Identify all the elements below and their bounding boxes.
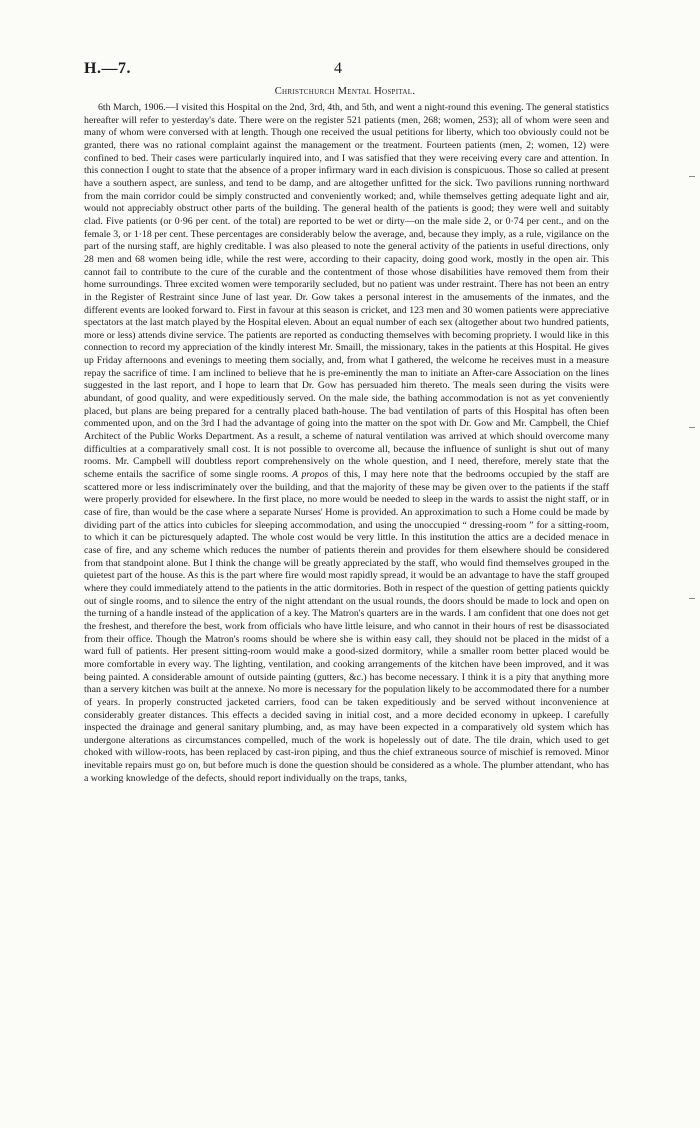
report-body — [84, 102, 609, 785]
report-text: 6th March, 1906.—I visited this Hospital on the 2nd, 3rd, 4th, and 5th, and went a night-round this evening. The general statistics hereafter will refer to yesterday's date. There were on the register 521 patients (men, 268; women, 253); all of whom were seen and many of whom were conversed with at length. Though one received the usual petitions for liberty, which too obviously could not be granted, there was no rational complaint against the management or the treatment. Fourteen patients (men, 2; women, 12) were confined to bed. Their cases were particularly inquired into, and I was satisfied that they were receiving every care and attention. In this connection I ought to state that the absence of a proper infirmary ward in each division is conspicuous. Those so called at present have a southern aspect, are sunless, and tend to be damp, and are altogether unfitted for the sick. Two pavilions running northward from the main corridor could be simply constructed and conveniently worked; and, while themselves getting adequate light and air, would not appreciably obstruct other parts of the building. The general health of the patients is good; they were well and suitably clad. Five patients (or 0·96 per cent. of the total) are reported to be wet or dirty—on the male side 2, or 0·74 per cent., and on the female 3, or 1·18 per cent. These percentages are considerably below the average, and, because they imply, as a rule, vigilance on the part of the nursing staff, are highly creditable. I was also pleased to note the general activity of the patients in useful directions, only 28 men and 68 women being idle, while the rest were, according to their capacity, doing good work, mostly in the open air. This cannot fail to contribute to the cure of the curable and the contentment of those whose disabilities have removed them from their home surroundings. Three excited women were temporarily secluded, but no patient was under restraint. There has not been an entry in the Register of Restraint since June of last year. Dr. Gow takes a personal interest in the amusements of the inmates, and the different events are looked forward to. First in favour at this season is cricket, and 123 men and 30 women patients were appreciative spectators at the last match played by the Hospital eleven. About an equal number of each sex (altogether about two hundred patients, more or less) attends divine service. The patients are reported as conducting themselves with becoming propriety. I would like in this connection to record my appreciation of the kindly interest Mr. Smaill, the missionary, takes in the patients at this Hospital. He gives up Friday afternoons and evenings to meeting them socially, and, from what I gathered, the welcome he receives must in a measure repay the sacrifice of time. I am inclined to believe that he is pre-eminently the man to initiate an After-care Association on the lines suggested in the last report, and I hope to learn that Dr. Gow has persuaded him thereto. The meals seen during the visits were abundant, of good quality, and were expeditiously served. On the male side, the bathing accommodation is not as yet conveniently placed, but plans are being prepared for a centrally placed bath-house. The bad ventilation of parts of this Hospital has often been commented upon, and on the 3rd I had the advantage of going into the matter on the spot with Dr. Gow and Mr. Campbell, the Chief Architect of the Public Works Department. As a result, a scheme of natural ventilation was arrived at which should overcome many difficulties at a comparatively small cost. It is not possible to overcome all, because the influence of sunlight is shut out of many rooms. Mr. Campbell will doubtless report comprehensively on the whole question, and I need, therefore, merely state that the scheme entails the sacrifice of some single rooms. — [84, 102, 609, 481]
report-reference: H.—7. — [84, 60, 131, 77]
section-title: Christchurch Mental Hospital. — [274, 86, 416, 97]
margin-mark — [689, 598, 695, 599]
report-paragraph — [84, 102, 609, 785]
italic-phrase: A propos — [292, 469, 329, 481]
report-text-continued: of this, I may here note that the bedrooms occupied by the staff are scattered more or less indiscriminately over the building, and that the majority of these may be given over to the patients if the staff were properly provided for elsewhere. In the first place, no more would be needed to sleep in the wards to assist the night staff, or in case of fire, than would be the case where a separate Nurses' Home is provided. An approximation to such a Home could be made by dividing part of the attics into cubicles for sleeping accommodation, and using the unoccupied “ dressing-room ” for a sitting-room, to which it can be picturesquely adapted. The whole cost would be very little. In this institution the attics are a decided menace in case of fire, and any scheme which reduces the number of patients therein and provides for them elsewhere should be considered from that standpoint alone. But I think the change will be greatly appreciated by the staff, who would find themselves grouped in the quietest part of the house. As this is the part where fire would most rapidly spread, it would be an advantage to have the staff grouped where they could immediately attend to the patients in the attic dormitories. Both in respect of the question of getting patients quickly out of single rooms, and to silence the entry of the night attendant on the usual rounds, the doors should be made to lock and open on the turning of a handle instead of the application of a key. The Matron's quarters are in the wards. I am confident that one does not get the freshest, and therefore the best, work from officials who have little leisure, and who cannot in their hours of rest be disassociated from their office. Though the Matron's rooms should be where she is within easy call, they should not be placed in the midst of a ward full of patients. Her present sitting-room would make a good-sized dormitory, while a smaller room better placed would be more comfortable in every way. The lighting, ventilation, and cooking arrangements of the kitchen have been improved, and it was being painted. A considerable amount of outside painting (gutters, &c.) has become necessary. I think it is a pity that anything more than a servery kitchen was built at the annexe. No more is necessary for the population likely to be accommodated there for a number of years. In properly constructed jacketed carriers, food can be taken expeditiously and be served without inconvenience at considerably greater distances. This effects a decided saving in initial cost, and a more decided economy in upkeep. I carefully inspected the drainage and general sanitary plumbing, and, as may have been expected in a comparatively old system which has undergone alterations as circumstances compelled, much of the work is hopelessly out of date. The tile drain, which used to get choked with willow-roots, has been replaced by cast-iron piping, and thus the chief extraneous source of mischief is removed. Minor inevitable repairs must go on, but before much is done the question should be considered as a whole. The plumber attendant, who has a working knowledge of the defects, should report individually on the traps, tanks, — [84, 469, 610, 784]
margin-mark — [689, 176, 695, 177]
margin-mark — [689, 427, 695, 428]
page-number: 4 — [334, 60, 342, 77]
